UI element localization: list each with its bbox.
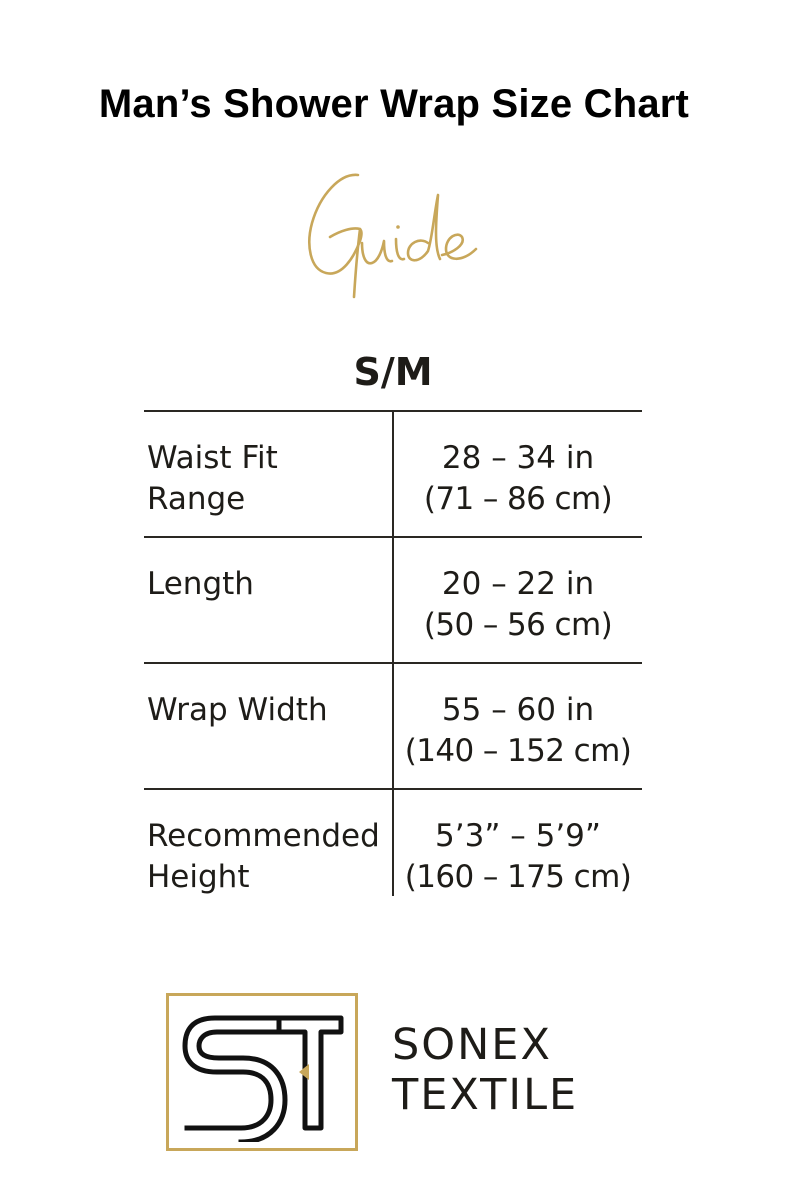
- brand-name: [392, 1020, 578, 1120]
- row-value: [394, 438, 642, 520]
- brand-logo: [166, 993, 358, 1151]
- row-value: [394, 816, 642, 898]
- guide-script-heading: [300, 165, 500, 310]
- page-title: Man’s Shower Wrap Size Chart: [98, 82, 690, 126]
- table-row-length: [144, 538, 642, 664]
- value-centimeters: (71 – 86 cm): [423, 481, 613, 517]
- row-label: Waist Fit Range: [147, 440, 278, 517]
- value-centimeters: (160 – 175 cm): [404, 859, 632, 895]
- row-value: [394, 564, 642, 646]
- row-label: Wrap Width: [147, 692, 328, 728]
- brand-line-1: SONEX: [392, 1020, 552, 1070]
- value-inches: 28 – 34 in: [441, 440, 595, 476]
- row-label: Length: [147, 566, 254, 602]
- value-centimeters: (140 – 152 cm): [404, 733, 632, 769]
- row-value: [394, 690, 642, 772]
- table-row-wrap-width: [144, 664, 642, 790]
- value-centimeters: (50 – 56 cm): [423, 607, 613, 643]
- table-row-waist: [144, 412, 642, 538]
- row-label: Recommended Height: [147, 818, 380, 895]
- value-inches: 5’3” – 5’9”: [435, 818, 601, 854]
- st-monogram-icon: [175, 1002, 349, 1142]
- size-table: [144, 410, 642, 896]
- value-inches: 55 – 60 in: [441, 692, 595, 728]
- size-heading: S/M: [353, 350, 433, 394]
- value-inches: 20 – 22 in: [441, 566, 595, 602]
- table-row-height: [144, 790, 642, 896]
- brand-line-2: TEXTILE: [392, 1070, 579, 1120]
